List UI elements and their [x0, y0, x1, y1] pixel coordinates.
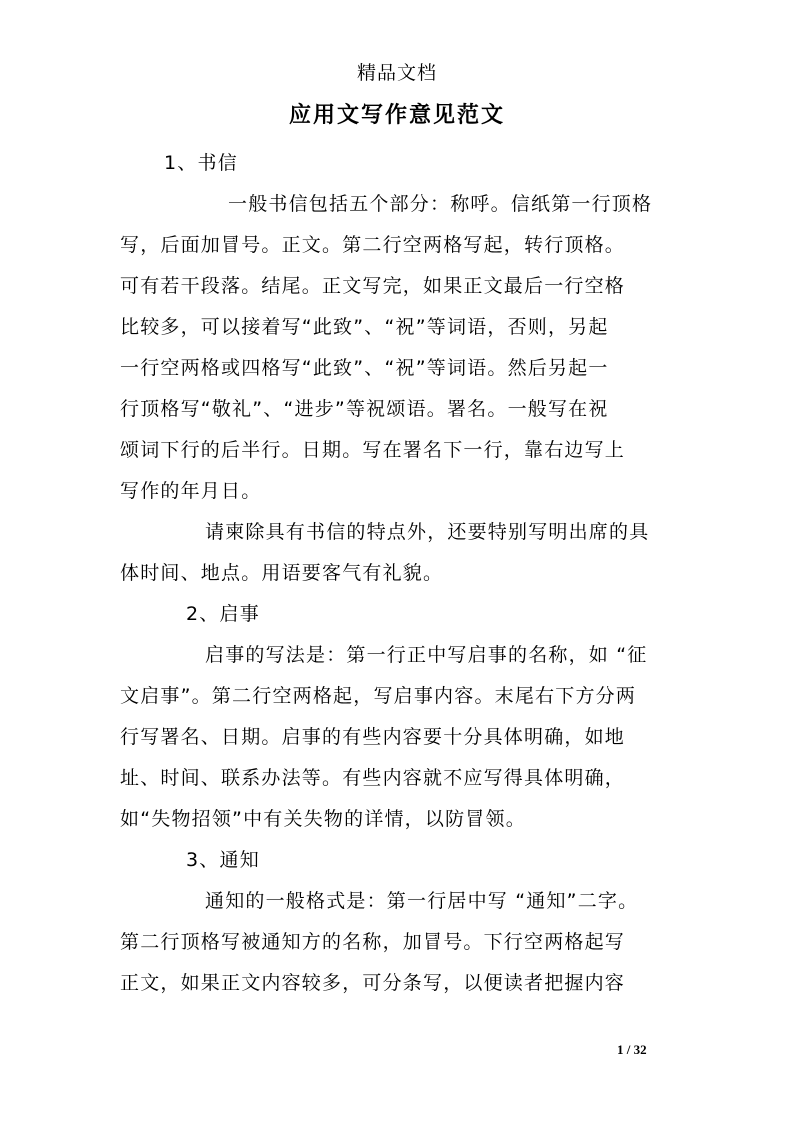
section-heading-notices: 2、启事 — [186, 603, 260, 625]
body-line: 行顶格写“敬礼”、“进步”等祝颂语。署名。一般写在祝 — [120, 398, 609, 420]
page-number: 1 / 32 — [617, 1042, 647, 1057]
page-header: 精品文档 — [356, 62, 437, 84]
body-line: 写作的年月日。 — [120, 480, 262, 502]
body-line: 请柬除具有书信的特点外，还要特别写明出席的具 — [205, 521, 650, 543]
body-line: 行写署名、日期。启事的有些内容要十分具体明确，如地 — [120, 726, 626, 748]
document-title: 应用文写作意见范文 — [288, 102, 505, 128]
body-line: 启事的写法是：第一行正中写启事的名称，如 “征 — [205, 644, 648, 666]
body-line: 文启事”。第二行空两格起，写启事内容。末尾右下方分两 — [120, 685, 637, 707]
body-line: 第二行顶格写被通知方的名称，加冒号。下行空两格起写 — [120, 931, 626, 953]
body-line: 一般书信包括五个部分：称呼。信纸第一行顶格 — [228, 193, 653, 215]
body-line: 正文，如果正文内容较多，可分条写，以便读者把握内容 — [120, 972, 626, 994]
body-line: 比较多，可以接着写“此致”、“祝”等词语，否则，另起 — [120, 316, 609, 338]
body-line: 址、时间、联系办法等。有些内容就不应写得具体明确， — [120, 767, 626, 789]
body-line: 体时间、地点。用语要客气有礼貌。 — [120, 562, 444, 584]
body-line: 一行空两格或四格写“此致”、“祝”等词语。然后另起一 — [120, 357, 609, 379]
section-heading-letters: 1、书信 — [164, 152, 238, 174]
section-heading-notifications: 3、通知 — [186, 849, 260, 871]
body-line: 可有若干段落。结尾。正文写完，如果正文最后一行空格 — [120, 275, 626, 297]
body-line: 颂词下行的后半行。日期。写在署名下一行，靠右边写上 — [120, 439, 626, 461]
body-line: 如“失物招领”中有关失物的详情，以防冒领。 — [120, 808, 526, 830]
body-line: 写，后面加冒号。正文。第二行空两格写起，转行顶格。 — [120, 234, 626, 256]
body-line: 通知的一般格式是：第一行居中写 “通知”二字。 — [205, 890, 639, 912]
